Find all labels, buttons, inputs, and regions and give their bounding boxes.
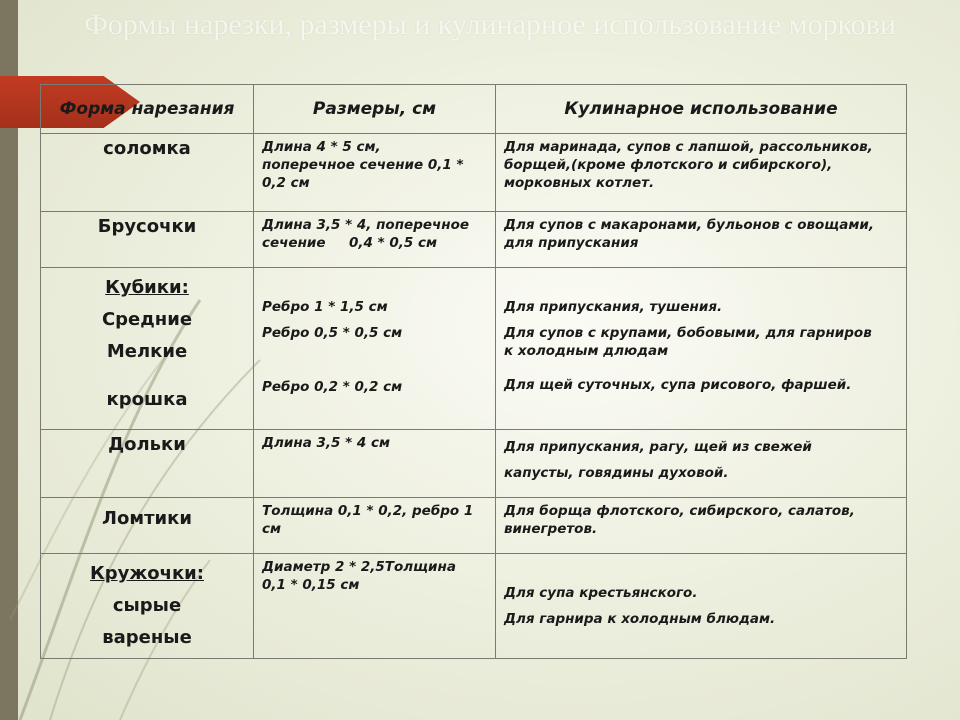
cell-sizes — [254, 268, 496, 430]
table-row — [41, 498, 907, 554]
cell-usage — [496, 430, 907, 498]
cell-usage — [496, 212, 907, 268]
size-text: Длина 4 * 5 см, — [262, 139, 381, 155]
form-label: Брусочки — [97, 216, 197, 237]
cell-sizes — [254, 498, 496, 554]
usage-text: Для супа крестьянского. — [504, 585, 698, 601]
usage-text: винегретов. — [504, 521, 598, 537]
usage-text: для припускания — [504, 235, 639, 251]
cell-form — [41, 554, 254, 659]
form-label: Средние — [101, 309, 193, 330]
cell-form — [41, 212, 254, 268]
cell-usage — [496, 268, 907, 430]
size-text: 0,1 * 0,15 см — [262, 577, 360, 593]
usage-text: морковных котлет. — [504, 175, 655, 191]
size-text: Ребро 0,5 * 0,5 см — [262, 325, 403, 341]
form-label: соломка — [103, 138, 191, 159]
form-label: Ломтики — [102, 508, 192, 529]
cell-form — [41, 498, 254, 554]
size-text: Толщина 0,1 * 0,2, ребро 1 — [262, 503, 474, 519]
header-usage: Кулинарное использование — [496, 85, 907, 134]
usage-text: Для гарнира к холодным блюдам. — [504, 611, 776, 627]
cell-sizes — [254, 430, 496, 498]
form-label: Кубики: — [105, 277, 189, 298]
size-text: Диаметр 2 * 2,5Толщина — [262, 559, 456, 575]
usage-text: Для супов с макаронами, бульонов с овощами, — [504, 217, 874, 233]
size-text: Ребро 1 * 1,5 см — [262, 299, 388, 315]
form-label: сырые — [112, 595, 182, 616]
cell-form — [41, 268, 254, 430]
form-label: вареные — [102, 627, 192, 648]
usage-text: Для щей суточных, супа рисового, фаршей. — [504, 377, 852, 393]
carrot-cutting-table — [40, 84, 907, 659]
table-row — [41, 430, 907, 498]
usage-text: Для маринада, супов с лапшой, рассольников, — [504, 139, 873, 155]
table-row — [41, 212, 907, 268]
size-text: Длина 3,5 * 4 см — [262, 435, 391, 451]
table-header-row — [41, 85, 907, 134]
cell-form — [41, 134, 254, 212]
table-row — [41, 134, 907, 212]
table-row — [41, 268, 907, 430]
size-text: поперечное сечение 0,1 * — [262, 157, 464, 173]
usage-text: к холодным длюдам — [504, 343, 669, 359]
usage-text: капусты, говядины духовой. — [504, 465, 729, 481]
table-row — [41, 554, 907, 659]
usage-text: Для борща флотского, сибирского, салатов, — [504, 503, 855, 519]
cell-sizes — [254, 134, 496, 212]
page-title: Формы нарезки, размеры и кулинарное использование моркови — [84, 8, 896, 41]
usage-text: борщей,(кроме флотского и сибирского), — [504, 157, 833, 173]
form-label: Дольки — [108, 434, 186, 455]
size-text: см — [262, 521, 282, 537]
cell-sizes — [254, 554, 496, 659]
usage-text: Для супов с крупами, бобовыми, для гарниров — [504, 325, 872, 341]
cell-form — [41, 430, 254, 498]
form-label: Мелкие — [106, 341, 188, 362]
usage-text: Для припускания, рагу, щей из свежей — [504, 439, 812, 455]
size-text: Ребро 0,2 * 0,2 см — [262, 379, 403, 395]
form-label: Кружочки: — [90, 563, 204, 584]
cell-usage — [496, 554, 907, 659]
size-text: Длина 3,5 * 4, поперечное — [262, 217, 470, 233]
cell-sizes — [254, 212, 496, 268]
cell-usage — [496, 498, 907, 554]
cell-usage — [496, 134, 907, 212]
form-label: крошка — [106, 389, 188, 410]
usage-text: Для припускания, тушения. — [504, 299, 723, 315]
header-form: Форма нарезания — [41, 85, 254, 134]
header-sizes: Размеры, см — [254, 85, 496, 134]
size-text: 0,2 см — [262, 175, 310, 191]
size-text: сечение 0,4 * 0,5 см — [262, 235, 438, 251]
